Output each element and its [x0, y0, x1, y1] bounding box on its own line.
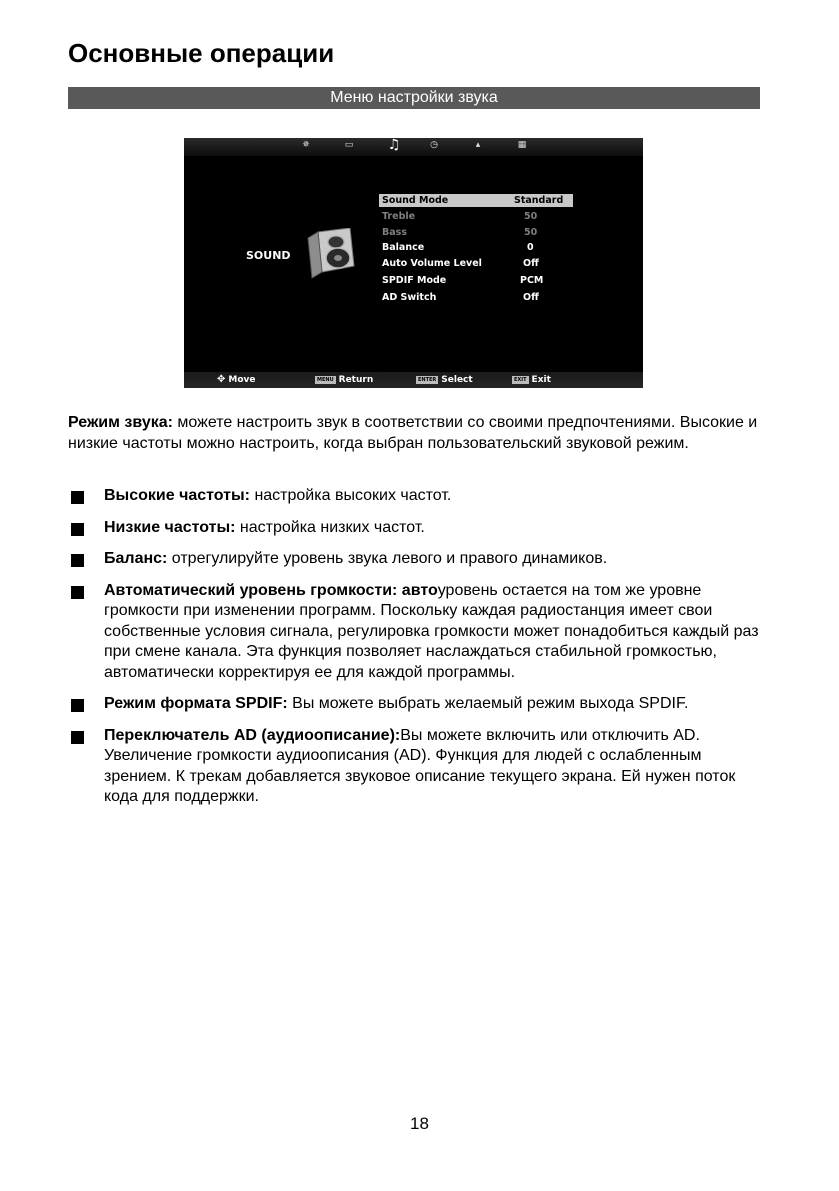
bullet-square-icon — [71, 699, 84, 712]
select-label: Select — [441, 375, 473, 385]
menu-item-ad-switch[interactable] — [379, 291, 573, 304]
select-hint — [416, 375, 473, 385]
item-term: Режим формата SPDIF: — [104, 695, 288, 712]
menu-item-sound-mode[interactable] — [379, 194, 573, 207]
item-text: Вы можете выбрать желаемый режим выхода SPDIF. — [287, 695, 689, 712]
lock-icon: ▴ — [475, 140, 481, 150]
menu-item-label: SPDIF Mode — [382, 275, 447, 286]
bullet-square-icon — [71, 523, 84, 536]
list-item — [68, 486, 768, 507]
exit-label: Exit — [531, 375, 551, 385]
bullet-square-icon — [71, 554, 84, 567]
item-text: отрегулируйте уровень звука левого и правого динамиков. — [167, 550, 608, 567]
item-term: Переключатель AD (аудиоописание): — [104, 726, 401, 744]
item-text: Вы можете включить или отключить AD. Увеличение громкости аудиоописания (AD). Функция для людей с ослабленным зрением. К трекам добавляется звуковое описание текущего экрана. Ей нужен поток кода для поддержки. — [104, 726, 736, 805]
return-label: Return — [338, 375, 374, 385]
item-text: уровень остается на том же уровне громкости при изменении программ. Поскольку каждая радиостанция имеет свои собственные условия сигнала, регулировка громкости может понадобиться каждый раз при смене канала. Эта функция позволяет наслаждаться стабильной громкостью, автоматически корректируя ее для каждой программы. — [104, 581, 759, 681]
intro-term: Режим звука: — [68, 414, 173, 431]
menu-hint-bar — [184, 372, 643, 388]
clock-icon: ◷ — [430, 140, 438, 150]
monitor-icon: ▭ — [344, 140, 354, 150]
menu-item-value: Off — [523, 258, 539, 269]
picture-settings-icon: ✵ — [302, 140, 310, 150]
menu-item-spdif-mode[interactable] — [379, 274, 573, 287]
speaker-icon — [304, 228, 362, 280]
bullet-square-icon — [71, 586, 84, 599]
item-text: настройка низких частот. — [235, 518, 425, 536]
page-number: 18 — [410, 1114, 429, 1133]
menu-item-label: Bass — [382, 227, 407, 238]
item-term: Высокие частоты: — [104, 487, 250, 504]
menu-category-label: SOUND — [246, 249, 291, 262]
menu-tab-bar — [184, 138, 643, 156]
menu-item-label: AD Switch — [382, 292, 437, 303]
list-item — [68, 518, 768, 539]
menu-item-label: Treble — [382, 211, 416, 222]
move-hint — [217, 375, 256, 385]
item-term: Низкие частоты: — [104, 518, 236, 536]
return-hint — [315, 375, 373, 385]
move-label: Move — [228, 375, 256, 385]
item-term: Автоматический уровень громкости: авто — [104, 581, 438, 599]
menu-item-balance[interactable] — [379, 241, 573, 254]
menu-item-value: 0 — [527, 242, 534, 253]
menu-item-value: 50 — [524, 211, 538, 222]
enter-key-icon: ENTER — [418, 376, 437, 383]
list-item — [68, 694, 768, 715]
page-title: Основные операции — [68, 38, 335, 68]
list-item — [68, 726, 768, 808]
menu-item-label: Balance — [382, 242, 425, 253]
list-item — [68, 581, 768, 684]
menu-item-label: Sound Mode — [382, 195, 449, 206]
menu-item-value: Off — [523, 292, 539, 303]
exit-hint — [512, 375, 551, 385]
bullet-square-icon — [71, 491, 84, 504]
move-arrows-icon: ✥ — [217, 374, 226, 385]
menu-key-icon: MENU — [317, 376, 334, 383]
music-note-icon: ♫ — [387, 138, 401, 153]
menu-item-value: PCM — [520, 275, 544, 286]
grid-icon: ▦ — [517, 140, 527, 150]
intro-paragraph — [68, 412, 768, 454]
list-item — [68, 549, 768, 570]
menu-item-bass[interactable] — [379, 226, 573, 239]
feature-list — [68, 486, 768, 819]
item-term: Баланс: — [104, 550, 168, 567]
menu-item-value: Standard — [514, 195, 564, 206]
section-heading-bar: Меню настройки звука — [68, 87, 760, 109]
bullet-square-icon — [71, 731, 84, 744]
menu-item-label: Auto Volume Level — [382, 258, 482, 269]
tv-sound-menu-screenshot — [184, 138, 643, 388]
intro-text: можете настроить звук в соответствии со своими предпочтениями. Высокие и низкие частоты можно настроить, когда выбран пользовательский звуковой режим. — [68, 414, 758, 452]
item-text: настройка высоких частот. — [250, 487, 452, 504]
exit-key-icon: EXIT — [514, 376, 527, 383]
menu-item-auto-volume-level[interactable] — [379, 257, 573, 270]
menu-item-value: 50 — [524, 227, 538, 238]
menu-item-treble[interactable] — [379, 210, 573, 223]
